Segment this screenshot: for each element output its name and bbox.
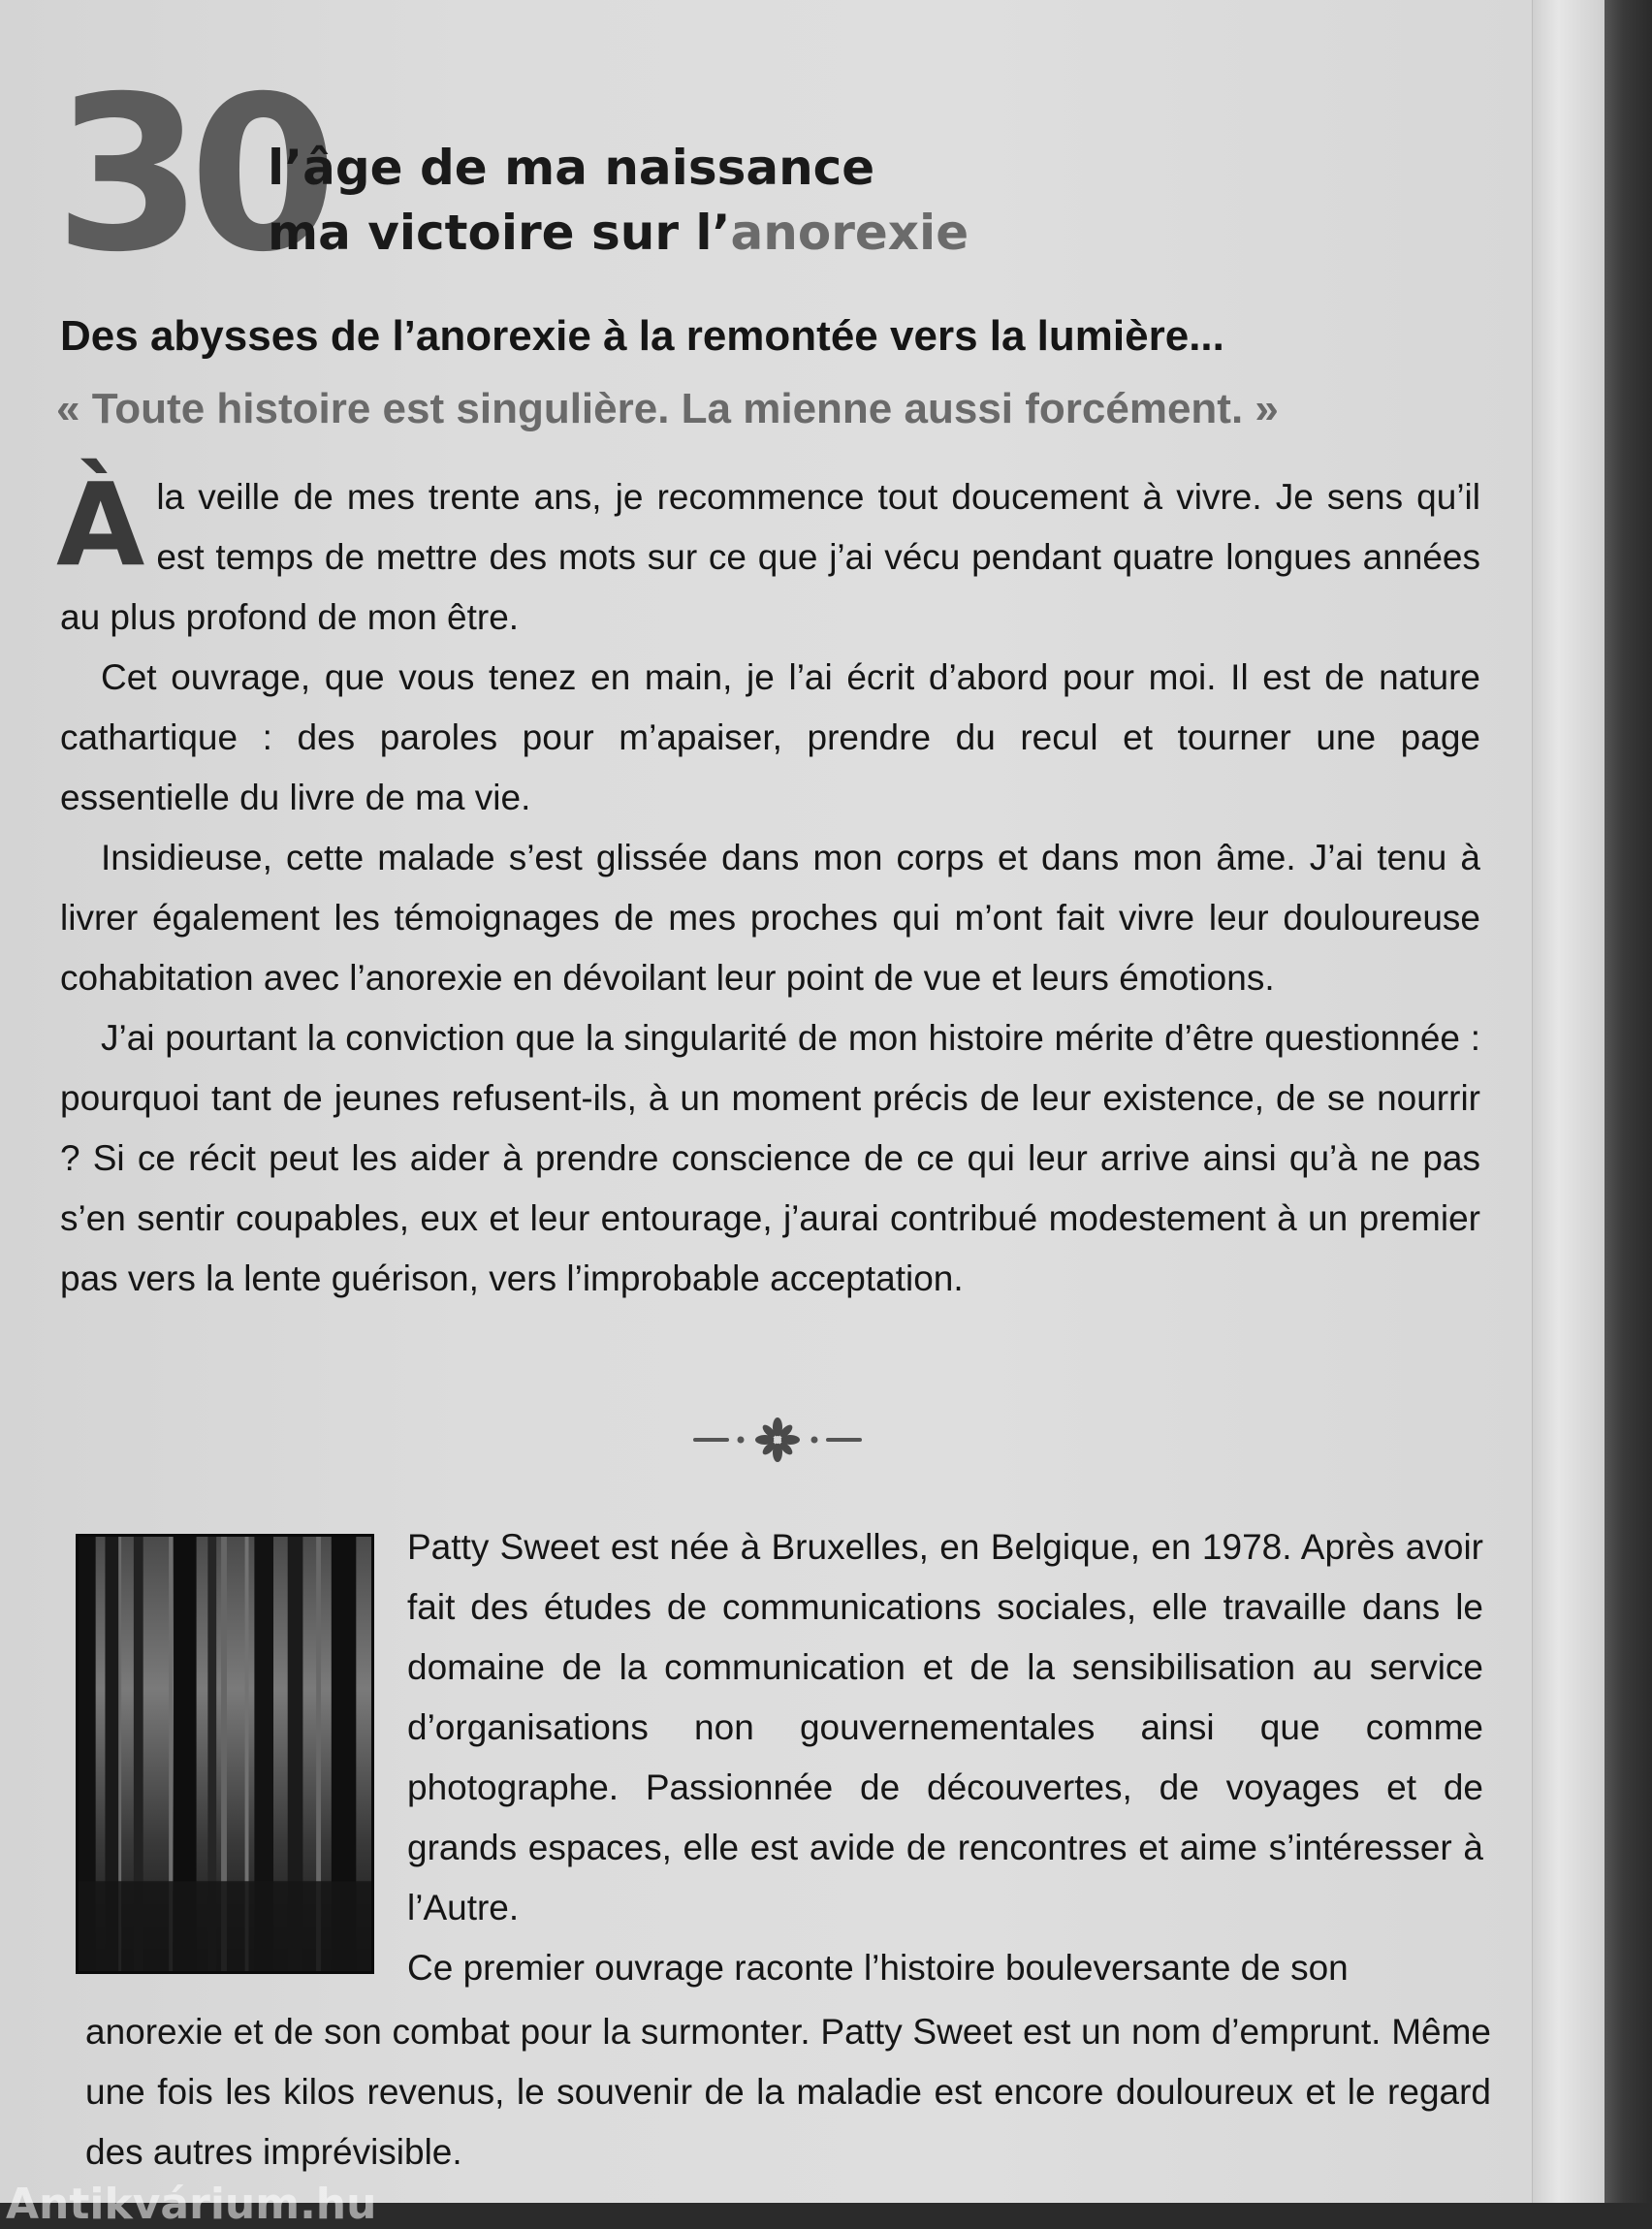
title-line-1: l’âge de ma naissance (268, 140, 875, 196)
paragraph-1-text: la veille de mes trente ans, je recommence tout doucement à vivre. Je sens qu’il est temps de mettre des mots sur ce que j’ai vécu pendant quatre longues années au plus profond de mon être. (60, 477, 1480, 637)
title-line-2-prefix: ma victoire sur l’ (268, 205, 731, 261)
author-bio (407, 1517, 1483, 1998)
paragraph-1 (56, 458, 1480, 648)
book-spine (1604, 0, 1652, 2203)
page-edge (1532, 0, 1605, 2203)
author-bio-paragraph: Patty Sweet est née à Bruxelles, en Belgique, en 1978. Après avoir fait des études de communications sociales, elle travaille dans le domaine de la communication et de la sensibilisation au service d’organisations non gouvernementales ainsi que comme photographe. Passionnée de découvertes, de voyages et de grands espaces, elle est avide de rencontres et aime s’intéresser à l’Autre. (407, 1527, 1483, 1927)
author-bio-continued (85, 2002, 1491, 2182)
flower-ornament-icon (690, 1411, 865, 1469)
pull-quote: « Toute histoire est singulière. La mienne aussi forcément. » (56, 385, 1279, 432)
paragraph-4: J’ai pourtant la conviction que la singularité de mon histoire mérite d’être questionnée : pourquoi tant de jeunes refusent-ils, à un moment précis de leur existence, de se nourrir ? Si ce récit peut les aider à prendre conscience de ce qui leur arrive ainsi qu’à ne pas s’en sentir coupables, eux et leur entourage, j’aurai contribué modestement à un premier pas vers la lente guérison, vers l’improbable acceptation. (60, 1018, 1480, 1298)
subheading: Des abysses de l’anorexie à la remontée vers la lumière... (60, 312, 1224, 360)
watermark: Antikvárium.hu (6, 2180, 377, 2229)
title-line-2-emphasis: anorexie (730, 205, 969, 261)
drop-cap: À (56, 458, 145, 591)
author-bio-paragraph-2-start: Ce premier ouvrage raconte l’histoire bouleversante de son (407, 1948, 1349, 1988)
author-bio-paragraph-2-rest: anorexie et de son combat pour la surmonter. Patty Sweet est un nom d’emprunt. Même une fois les kilos revenus, le souvenir de la maladie est encore douloureux et le regard des autres imprévisible. (85, 2012, 1491, 2172)
paragraph-3: Insidieuse, cette malade s’est glissée dans mon corps et dans mon âme. J’ai tenu à livrer également les témoignages de mes proches qui m’ont fait vivre leur douloureuse cohabitation avec l’anorexie en dévoilant leur point de vue et leurs émotions. (60, 838, 1480, 998)
forest-photo (76, 1534, 374, 1974)
paragraph-2: Cet ouvrage, que vous tenez en main, je l’ai écrit d’abord pour moi. Il est de nature cathartique : des paroles pour m’apaiser, prendre du recul et tourner une page essentielle du livre de ma vie. (60, 657, 1480, 817)
intro-text (56, 458, 1480, 1309)
big-number-30: 30 (54, 50, 325, 299)
title-line-2 (268, 205, 969, 261)
